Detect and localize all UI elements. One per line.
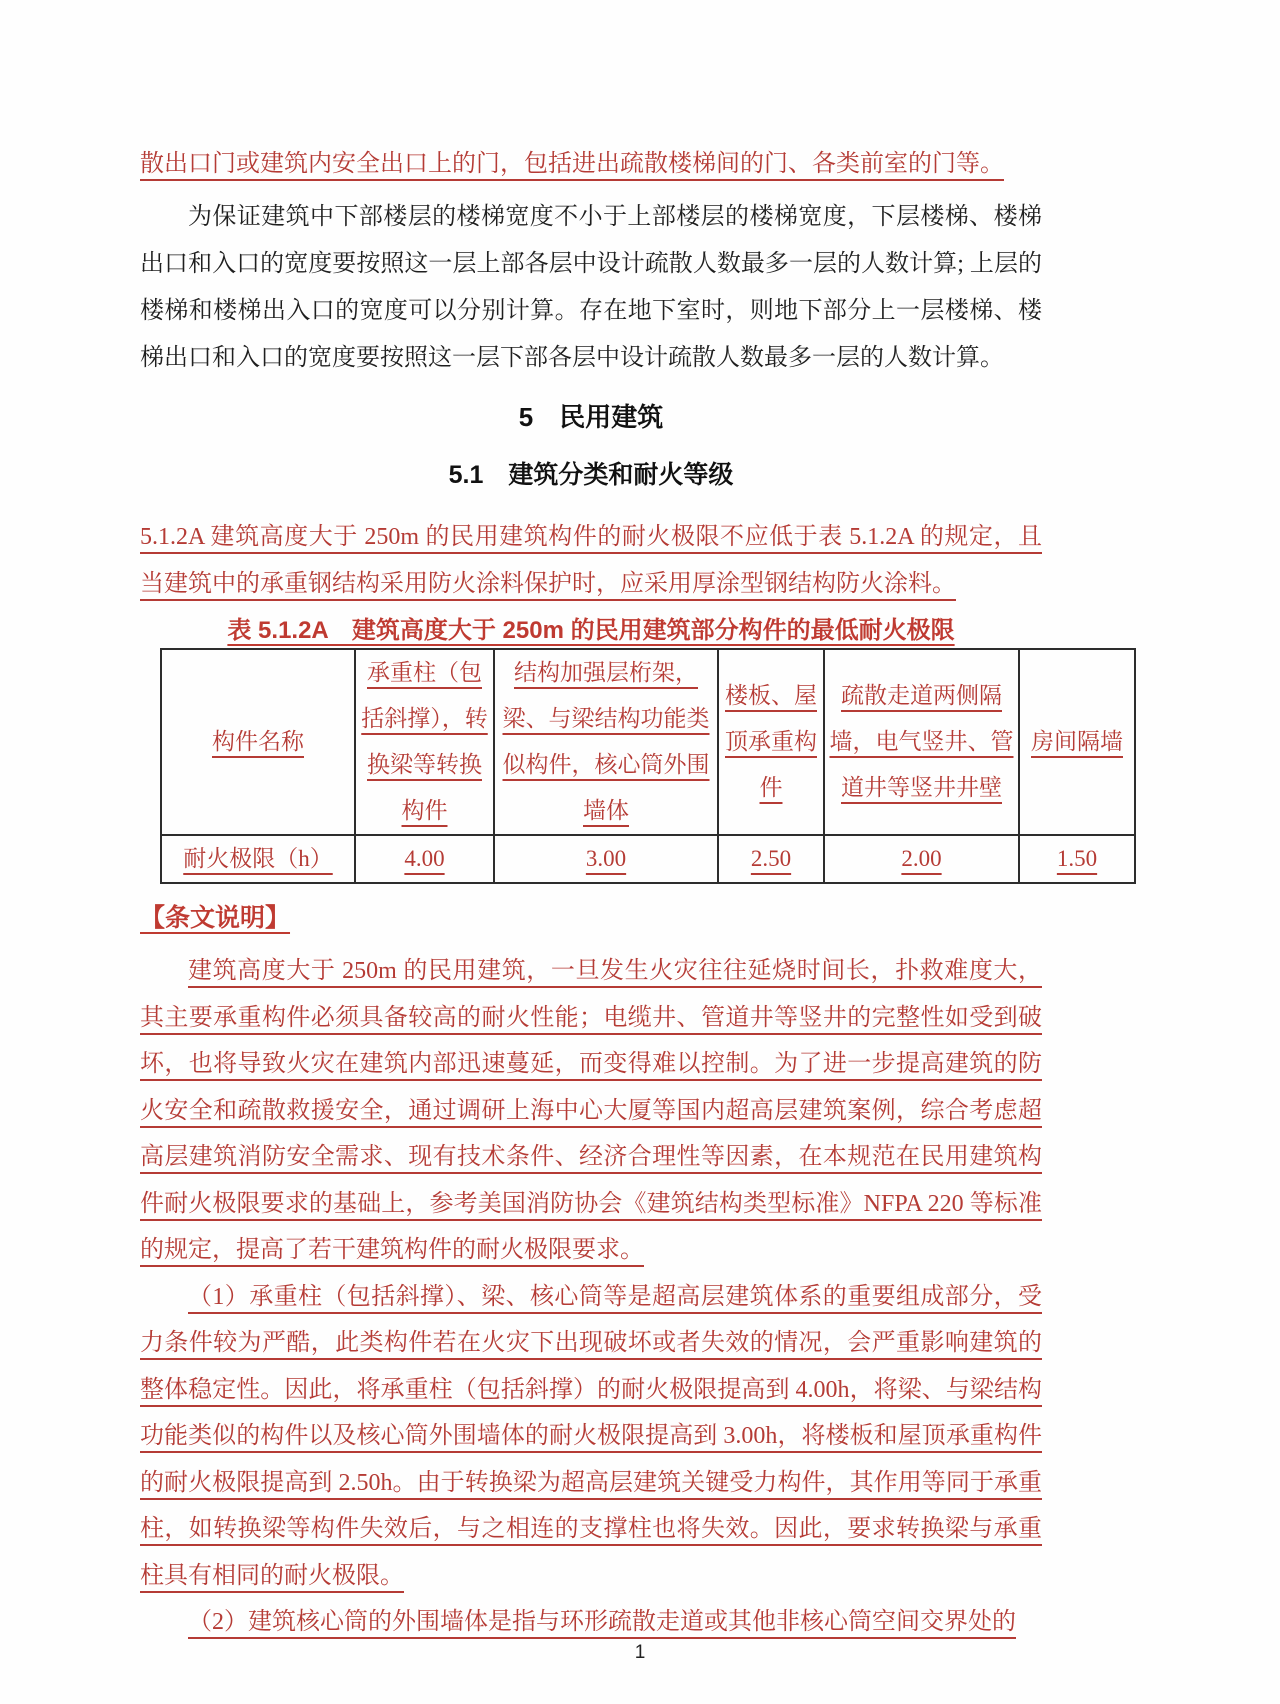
commentary-paragraph-2: （1）承重柱（包括斜撑）、梁、核心筒等是超高层建筑体系的重要组成部分，受力条件较为严酷，此类构件若在火灾下出现破坏或者失效的情况，会严重影响建筑的整体稳定性。因此，将承重柱（包括斜撑）的耐火极限提高到 4.00h，将梁、与梁结构功能类似的构件以及核心筒外围墙体的耐火极限提高到 3.00h，将楼板和屋顶承重构件的耐火极限提高到 2.50h。由于转换梁为超高层建筑关键受力构件，其作用等同于承重柱，如转换梁等构件失效后，与之相连的支撑柱也将失效。因此，要求转换梁与承重柱具有相同的耐火极限。: [140, 1283, 1042, 1589]
fire-resistance-table: [160, 648, 1136, 884]
clause-5-1-2A: 5.1.2A 建筑高度大于 250m 的民用建筑构件的耐火极限不应低于表 5.1.2A 的规定，且当建筑中的承重钢结构采用防火涂料保护时，应采用厚涂型钢结构防火涂料。: [140, 524, 1042, 597]
table-data-row: [161, 835, 1135, 883]
commentary-paragraph-1: 建筑高度大于 250m 的民用建筑，一旦发生火灾往往延烧时间长，扑救难度大，其主要承重构件必须具备较高的耐火性能；电缆井、管道井等竖井的完整性如受到破坏，也将导致火灾在建筑内部迅速蔓延，而变得难以控制。为了进一步提高建筑的防火安全和疏散救援安全，通过调研上海中心大厦等国内超高层建筑案例，综合考虑超高层建筑消防安全需求、现有技术条件、经济合理性等因素，在本规范在民用建筑构件耐火极限要求的基础上，参考美国消防协会《建筑结构类型标准》NFPA 220 等标准的规定，提高了若干建筑构件的耐火极限要求。: [140, 958, 1042, 1263]
value-walls: 2.00: [824, 835, 1019, 883]
commentary-paragraph-3: （2）建筑核心筒的外围墙体是指与环形疏散走道或其他非核心筒空间交界处的: [188, 1609, 1016, 1635]
chapter-heading: 5 民用建筑: [518, 402, 664, 432]
page-content: [140, 0, 1123, 1646]
intro-paragraph: 为保证建筑中下部楼层的楼梯宽度不小于上部楼层的楼梯宽度，下层楼梯、楼梯出口和入口的宽度要按照这一层上部各层中设计疏散人数最多一层的人数计算; 上层的楼梯和楼梯出入口的宽度可以分别计算。存在地下室时，则地下部分上一层楼梯、楼梯出口和入口的宽度要按照这一层下部各层中设计疏散人数最多一层的人数计算。: [140, 204, 1042, 371]
header-component-name: 构件名称: [161, 649, 355, 835]
section-heading: 5.1 建筑分类和耐火等级: [448, 461, 734, 489]
value-partition: 1.50: [1019, 835, 1135, 883]
value-columns: 4.00: [355, 835, 494, 883]
value-trusses: 3.00: [494, 835, 718, 883]
row-label-fire-resistance: 耐火极限（h）: [161, 835, 355, 883]
carryover-paragraph: 散出口门或建筑内安全出口上的门，包括进出疏散楼梯间的门、各类前室的门等。: [140, 151, 1004, 177]
table-caption: 表 5.1.2A 建筑高度大于 250m 的民用建筑部分构件的最低耐火极限: [227, 617, 955, 644]
commentary-label: 【条文说明】: [140, 904, 291, 932]
header-floor-roof: 楼板、屋顶承重构件: [718, 649, 824, 835]
header-load-bearing-columns: 承重柱（包括斜撑），转换梁等转换构件: [355, 649, 494, 835]
header-room-partition: 房间隔墙: [1019, 649, 1135, 835]
header-evacuation-walls-shafts: 疏散走道两侧隔墙，电气竖井、管道井等竖井井壁: [824, 649, 1019, 835]
page-number: 1: [634, 1642, 646, 1663]
header-structural-trusses: 结构加强层桁架，梁、与梁结构功能类似构件，核心筒外围墙体: [494, 649, 718, 835]
table-header-row: [161, 649, 1135, 835]
value-floor: 2.50: [718, 835, 824, 883]
